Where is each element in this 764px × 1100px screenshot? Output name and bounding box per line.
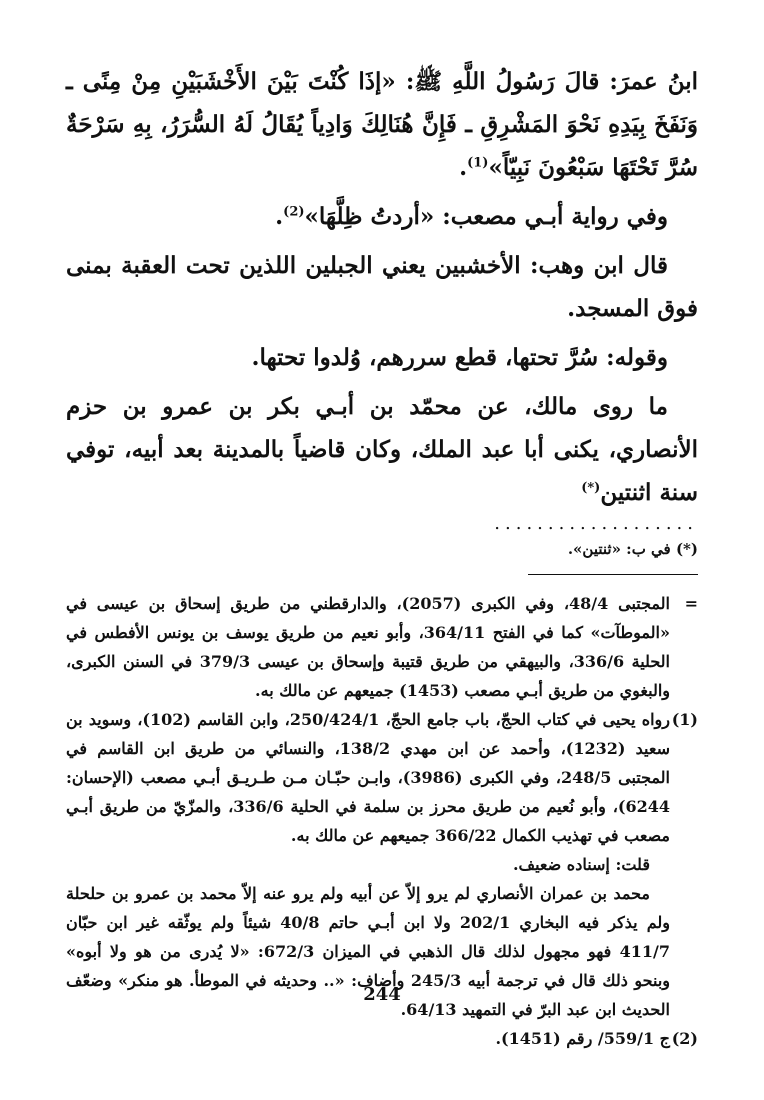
riwaya-text: وفي رواية أبـي مصعب:: [434, 203, 668, 230]
page-body: [66, 60, 698, 1053]
footnote-1: [66, 705, 698, 1024]
footnote-2: [66, 1024, 698, 1053]
footnote-continuation: [66, 589, 698, 705]
riwaya-end-punct: .: [275, 203, 284, 230]
malik-paragraph: [66, 385, 698, 514]
page-number: 244: [363, 984, 401, 1005]
hadith-line-3: نَبِيّاً»: [488, 154, 531, 181]
main-text: [66, 60, 698, 514]
continuation-mark: =: [684, 594, 698, 613]
footnote-1-discussion: محمد بن عمران الأنصاري لم يرو إلاّ عن أبيه ولم يرو عنه إلاّ محمد بن عمرو بن حلحلة ولم يذكر فيه البخاري 202/1 ولا ابن أبـي حاتم 40/8 شيئاً ولم يوثّقه غير ابن حبّان 411/7 فهو مجهول لذلك قال الذهبي في الميزان 672/3: «لا يُدرى من هو ولا أبوه» وبنحو ذلك قال في ترجمة أبيه 245/3 وأضاف: «.. وحديثه في الموطأ. هو منكر» وضعّف الحديث ابن عبد البرّ في التمهيد 64/13.: [66, 884, 670, 1019]
footnote-ref-1[interactable]: (1): [467, 155, 489, 171]
footnote-2-mark: (2): [671, 1029, 698, 1048]
riwaya-quote: «أردتُ ظِلَّهَا»: [304, 203, 435, 230]
hadith-paragraph: [66, 60, 698, 189]
hadith-line-1: ابنُ عمرَ: قالَ رَسُولُ اللَّهِ ﷺ: «إذَا كُنْتَ بَيْنَ الأَخْشَبَيْنِ مِنْ مِنًى ـ وَنَفَخَ بِيَدِهِ: [66, 68, 698, 138]
hadith-line-2: نَحْوَ المَشْرِقِ ـ فَإِنَّ هُنَالِكَ وَادِياً يُقَالُ لَهُ السُّرَرُ، بِهِ سَرْحَةٌ سُرَّ تَحْتَهَا سَبْعُونَ: [66, 111, 698, 181]
footnote-1-text: رواه يحيى في كتاب الحجّ، باب جامع الحجّ، 250/424/1، وابن القاسم (102)، وسويد بن سعيد (1232)، وأحمد عن ابن مهدي 138/2، والنسائي من طريق ابن القاسم في المجتبى 248/5، وفي الكبرى (3986)، وابـن حبّـان مـن طـريـق أبـي مصعب (الإحسان: 6244)، وأبو نُعيم من طريق محرز بن سلمة في الحلية 336/6، والمزّيّ من طريق أبـي مصعب في تهذيب الكمال 366/22 جميعهم عن مالك به.: [66, 710, 670, 845]
footnote-ref-star[interactable]: (*): [581, 480, 601, 496]
ibn-wahb-paragraph: قال ابن وهب: الأخشبين يعني الجبلين اللذين تحت العقبة بمنى فوق المسجد.: [66, 252, 698, 322]
footnote-1-verdict: قلت: إسناده ضعيف.: [512, 855, 650, 874]
hadith-end-punct: .: [459, 154, 468, 181]
footnote-ref-2[interactable]: (2): [283, 204, 305, 220]
continuation-text: المجتبى 48/4، وفي الكبرى (2057)، والدارقطني من طريق إسحاق بن عيسى في «الموطآت» كما في الفتح 364/11، وأبو نعيم من طريق يوسف بن يونس الأفطس في الحلية 336/6، والبيهقي من طريق قتيبة وإسحاق بن عيسى 379/3 في السنن الكبرى، والبغوي من طريق أبـي مصعب (1453) جميعهم عن مالك به.: [66, 594, 671, 700]
footnote-rule: [528, 574, 698, 575]
dotted-separator: ...................: [494, 513, 698, 534]
explanation-paragraph: وقوله: سُرَّ تحتها، قطع سررهم، وُلدوا تحتها.: [251, 344, 668, 371]
star-footnote: (*) في ب: «ثنتين».: [567, 540, 698, 558]
footnote-1-mark: (1): [671, 710, 698, 729]
riwaya-paragraph: [66, 195, 698, 238]
malik-text: ما روى مالك، عن محمّد بن أبـي بكر بن عمرو بن حزم الأنصاري، يكنى أبا عبد الملك، وكان قاضياً بالمدينة بعد أبيه، توفي سنة اثنتين: [66, 393, 698, 506]
footnote-2-text: ج 559/1/ رقم (1451).: [495, 1029, 670, 1048]
